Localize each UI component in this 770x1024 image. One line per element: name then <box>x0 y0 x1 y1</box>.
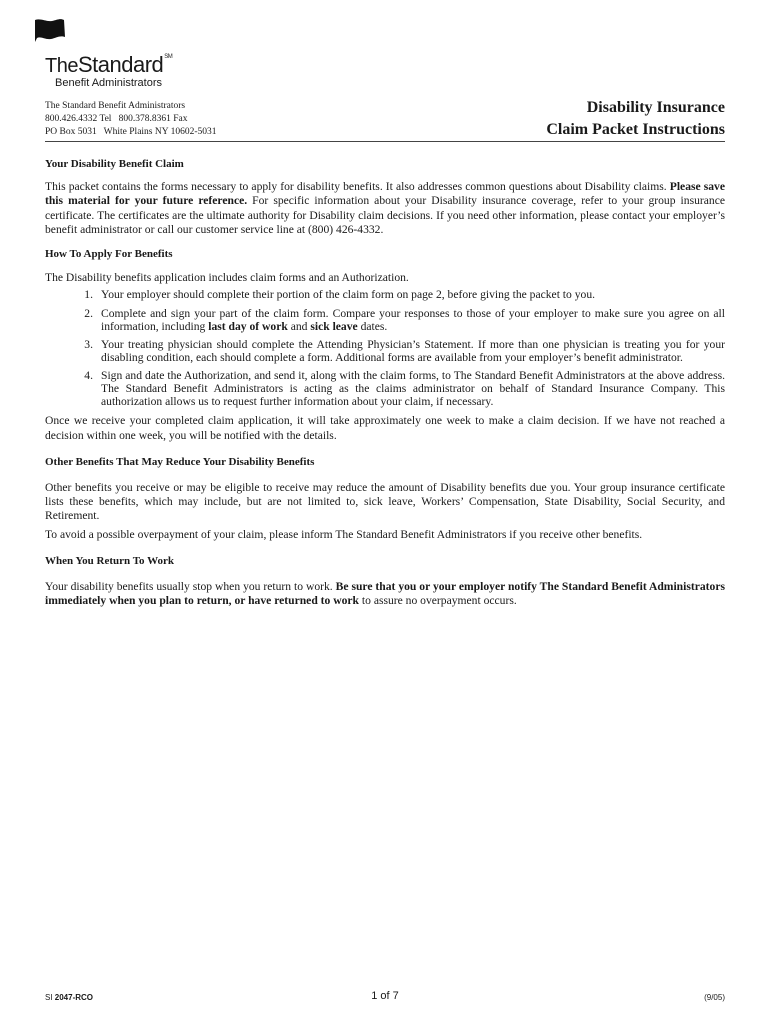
form-prefix: SI <box>45 993 55 1002</box>
logo-wordmark <box>45 54 172 76</box>
step-number: 1. <box>84 288 93 302</box>
heading-disability-claim: Your Disability Benefit Claim <box>45 158 184 170</box>
paragraph-other-benefits: Other benefits you receive or may be eligible to receive may reduce the amount of Disability benefits due you. Your group insurance certificate lists these benefits, which may include, but are not limited to, sick leave, Workers’ Compensation, State Disability, Social Security, and Retirement. <box>45 480 725 523</box>
step-text-part: Complete and sign your part of the claim form. Compare your responses to those of your employer to make sure you agree on all information, including <box>101 307 725 333</box>
page-number: 1 of 7 <box>371 990 399 1002</box>
list-item <box>45 370 725 408</box>
address-line-2: 800.426.4332 Tel 800.378.8361 Fax <box>45 114 188 124</box>
step-text-part: dates. <box>357 319 388 333</box>
claim-text-bold: Please save this material for your future reference. <box>45 180 725 208</box>
document-title <box>546 97 725 141</box>
paragraph-return-to-work <box>45 580 725 609</box>
list-item <box>45 289 725 302</box>
paragraph-claim <box>45 180 725 237</box>
logo-trademark: SM <box>164 54 173 60</box>
logo-subtitle: Benefit Administrators <box>55 77 162 89</box>
paragraph-overpayment: To avoid a possible overpayment of your claim, please inform The Standard Benefit Administrators if you receive other benefits. <box>45 527 643 541</box>
step-text-bold: sick leave <box>310 319 358 333</box>
claim-text-2: For specific information about your Disability insurance coverage, refer to your group insurance certificate. The certificates are the ultimate authority for Disability claim decisions. If you need other information, please contact your employer’s benefit administrator or call our customer service line at (800) 426-4332. <box>45 194 725 236</box>
step-text <box>101 308 725 333</box>
logo-standard: Standard <box>77 52 164 77</box>
form-date: (9/05) <box>704 993 725 1002</box>
claim-text-1: This packet contains the forms necessary to apply for disability benefits. It also addresses common questions about Disability claims. <box>45 180 670 193</box>
page-footer <box>45 992 725 1006</box>
paragraph-apply-intro: The Disability benefits application includes claim forms and an Authorization. <box>45 271 409 285</box>
address-line-3: PO Box 5031 White Plains NY 10602-5031 <box>45 127 217 137</box>
apply-steps-list <box>45 289 725 408</box>
step-text: Sign and date the Authorization, and send it, along with the claim forms, to The Standard Benefit Administrators at the above address. The Standard Benefit Administrators is acting as the claims administrator on behalf of Standard Insurance Company. This authorization allows us to request further information about your claim, if necessary. <box>101 369 725 408</box>
flag-logo-icon <box>34 18 66 42</box>
step-number: 2. <box>84 307 93 321</box>
header-divider <box>45 141 725 142</box>
step-text: Your treating physician should complete the Attending Physician’s Statement. If more than one physician is treating you for your disabling condition, each should complete a form. Additional forms are available from your employer’s benefit administrator. <box>101 338 725 364</box>
sender-address <box>45 100 217 139</box>
heading-how-to-apply: How To Apply For Benefits <box>45 248 173 261</box>
step-text-bold: last day of work <box>208 319 288 333</box>
step-text: Your employer should complete their portion of the claim form on page 2, before giving the packet to you. <box>101 288 596 302</box>
step-number: 3. <box>84 338 93 352</box>
step-number: 4. <box>84 369 93 383</box>
form-code-number: 2047-RCO <box>54 993 94 1002</box>
title-line-1: Disability Insurance <box>586 99 725 116</box>
list-item <box>45 339 725 364</box>
heading-return-to-work: When You Return To Work <box>45 555 174 568</box>
return-text-2: to assure no overpayment occurs. <box>359 594 517 608</box>
logo-the: The <box>45 55 78 77</box>
paragraph-after-apply: Once we receive your completed claim application, it will take approximately one week to make a claim decision. If we have not reached a decision within one week, you will be notified with the details. <box>45 414 725 442</box>
company-logo <box>45 54 172 89</box>
title-line-2: Claim Packet Instructions <box>546 121 725 138</box>
document-body <box>45 158 725 609</box>
return-text-bold: Be sure that you or your employer notify The Standard Benefit Administrators immediately when you plan to return, or have returned to work <box>45 580 725 608</box>
list-item <box>45 308 725 333</box>
step-text-part: and <box>287 319 311 333</box>
return-text-1: Your disability benefits usually stop when you return to work. <box>45 580 336 594</box>
address-line-1: The Standard Benefit Administrators <box>45 101 186 111</box>
heading-other-benefits: Other Benefits That May Reduce Your Disability Benefits <box>45 455 315 468</box>
